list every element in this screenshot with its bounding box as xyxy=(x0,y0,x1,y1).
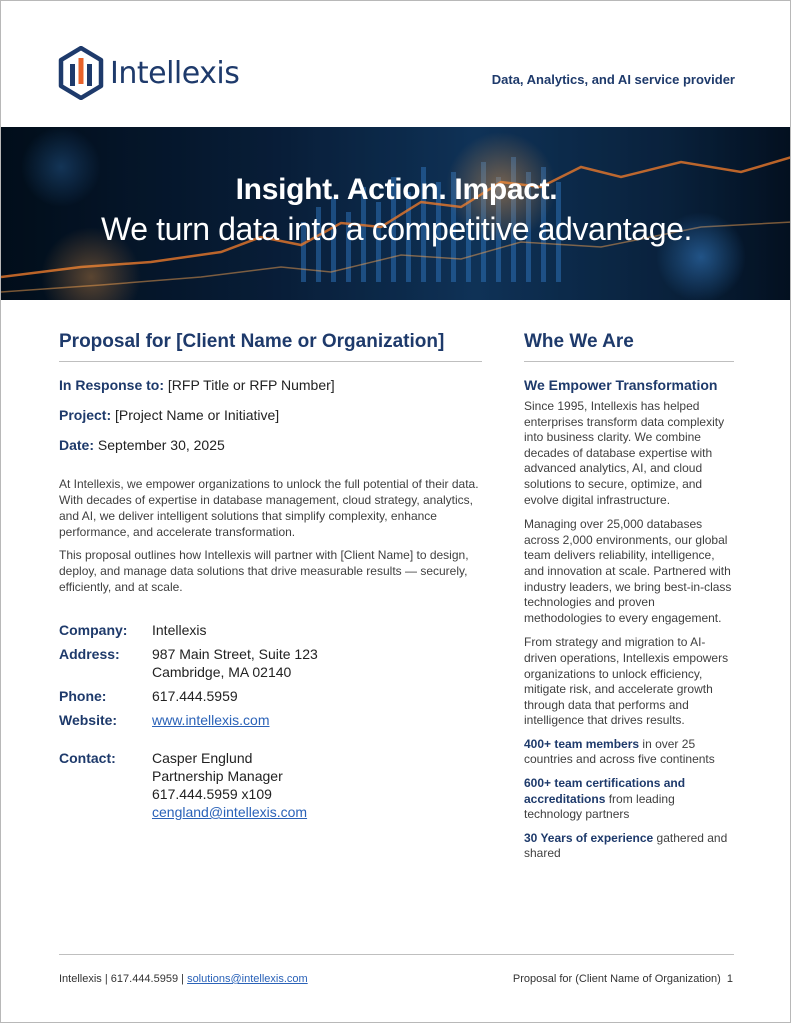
company-row xyxy=(59,621,482,639)
logo-wordmark: Intellexis xyxy=(110,55,240,91)
in-response-value: [RFP Title or RFP Number] xyxy=(167,377,335,393)
company-label: Company: xyxy=(59,622,128,638)
in-response-row xyxy=(59,376,482,394)
stat-certifications-bold: 600+ team certifications and accreditations xyxy=(524,776,686,806)
about-paragraph-1: Since 1995, Intellexis has helped enterprises transform data complexity into business clarity. We combine decades of database expertise with advanced analytics, AI, and cloud solutions to secure, optimize, and evolve digital infrastructure. xyxy=(524,399,725,507)
stat-certifications-text: from leading technology partners xyxy=(524,791,675,822)
address-line-2: Cambridge, MA 02140 xyxy=(152,664,292,680)
proposal-meta xyxy=(59,376,482,454)
intro-paragraph-2: This proposal outlines how Intellexis will partner with [Client Name] to design, deploy, and manage data solutions that drive measurable results — securely, efficiently, and at scale. xyxy=(59,548,469,594)
footer-email-link[interactable]: solutions@intellexis.com xyxy=(187,973,308,985)
address-line-1: 987 Main Street, Suite 123 xyxy=(152,646,318,662)
contact-label: Contact: xyxy=(59,750,116,766)
project-label: Project: xyxy=(59,407,112,423)
phone-value: 617.444.5959 xyxy=(152,688,238,704)
footer-document-title: Proposal for (Client Name of Organization) xyxy=(512,973,721,985)
company-tagline: Data, Analytics, and AI service provider xyxy=(491,72,735,87)
footer-separator: | xyxy=(181,973,188,985)
page-number: 1 xyxy=(726,973,733,985)
proposal-title: Proposal for [Client Name or Organization] xyxy=(59,331,482,362)
company-logo xyxy=(58,45,239,101)
date-row xyxy=(59,436,482,454)
about-paragraph-3: From strategy and migration to AI-driven operations, Intellexis empowers organizations to unlock efficiency, mitigate risk, and accelerate growth through data that performs and intelligence that drives results. xyxy=(524,635,729,728)
contact-email-link[interactable]: cengland@intellexis.com xyxy=(152,804,308,820)
about-paragraph-2: Managing over 25,000 databases across 2,000 environments, our global team delivers reliability, intelligence, and innovation at scale. Partnered with industry leaders, we bring best-in-class technologies and proven methodologies to every engagement. xyxy=(524,517,732,625)
stat-experience-bold: 30 Years of experience xyxy=(524,830,654,845)
phone-label: Phone: xyxy=(59,688,107,704)
hero-banner xyxy=(1,127,791,300)
footer-company: Intellexis xyxy=(59,973,102,985)
banner-subheadline: We turn data into a competitive advantage. xyxy=(101,211,692,247)
footer-phone: 617.444.5959 xyxy=(110,973,179,985)
project-row xyxy=(59,406,482,424)
date-label: Date: xyxy=(59,437,95,453)
in-response-label: In Response to: xyxy=(59,377,165,393)
footer-contact xyxy=(59,973,308,985)
website-label: Website: xyxy=(59,712,118,728)
contact-person-row xyxy=(59,749,482,821)
address-value xyxy=(152,645,318,681)
contact-details xyxy=(59,621,482,821)
logo-mark-icon xyxy=(58,46,104,100)
company-value: Intellexis xyxy=(152,622,207,638)
stat-team-members-text: in over 25 countries and across five continents xyxy=(524,736,715,767)
stat-certifications xyxy=(524,776,734,823)
proposal-intro xyxy=(59,476,482,595)
address-row xyxy=(59,645,482,681)
date-value: September 30, 2025 xyxy=(97,437,225,453)
stat-team-members xyxy=(524,737,734,768)
stat-experience-text: gathered and shared xyxy=(524,830,728,861)
proposal-section xyxy=(59,331,482,827)
footer-divider xyxy=(59,954,734,955)
about-title: Whe We Are xyxy=(524,331,734,362)
footer-separator: | xyxy=(104,973,111,985)
contact-title: Partnership Manager xyxy=(152,768,283,784)
footer-page-info xyxy=(513,973,733,985)
banner-headline: Insight. Action. Impact. xyxy=(235,173,558,206)
contact-phone: 617.444.5959 x109 xyxy=(152,786,272,802)
about-subtitle: We Empower Transformation xyxy=(524,377,718,393)
contact-person xyxy=(152,749,307,821)
stat-experience xyxy=(524,831,734,862)
stat-team-members-bold: 400+ team members xyxy=(524,736,640,751)
website-row xyxy=(59,711,482,729)
intro-paragraph-1: At Intellexis, we empower organizations to unlock the full potential of their data. With decades of expertise in database management, cloud strategy, analytics, and AI, we deliver intelligent solutions that simplify complexity, enhance performance, and accelerate transformation. xyxy=(59,477,479,539)
project-value: [Project Name or Initiative] xyxy=(115,407,280,423)
address-label: Address: xyxy=(59,646,120,662)
contact-name: Casper Englund xyxy=(152,750,253,766)
phone-row xyxy=(59,687,482,705)
website-link[interactable]: www.intellexis.com xyxy=(152,712,270,728)
about-section xyxy=(524,331,734,862)
